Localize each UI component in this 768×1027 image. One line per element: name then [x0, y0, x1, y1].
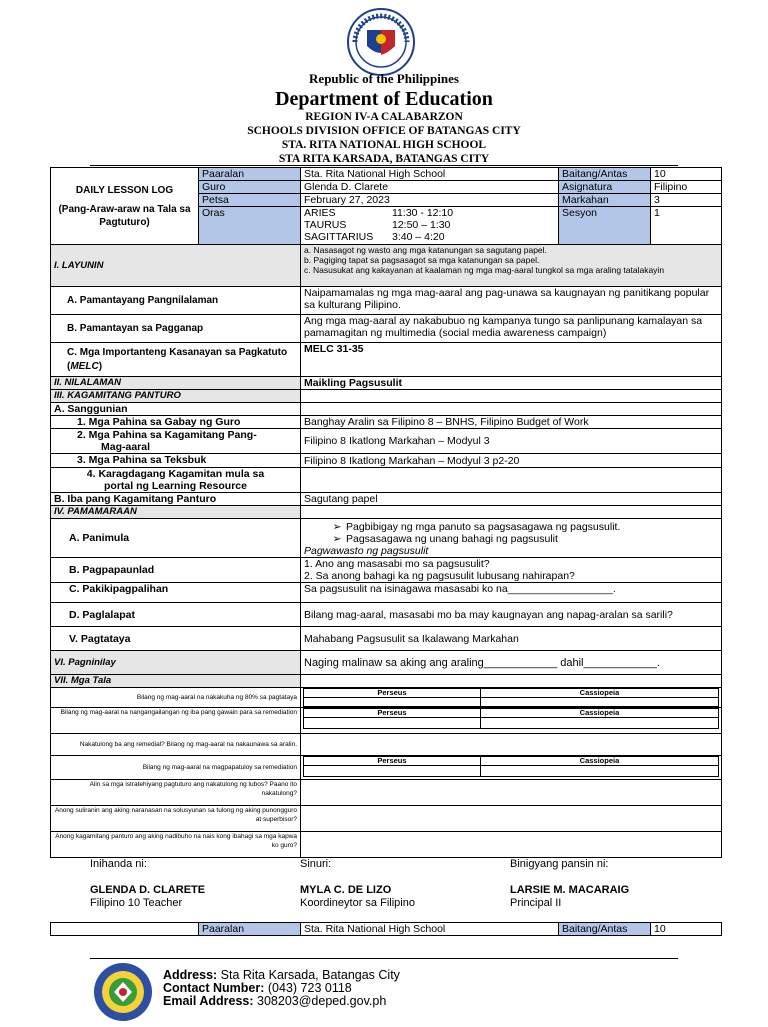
paglalapat-value: Bilang mag-aaral, masasabi mo ba may kaugnayan ang napag-aralan sa sarili?: [301, 603, 722, 627]
pamantayang-pangnilalaman-label: A. Pamantayang Pangnilalaman: [51, 287, 301, 315]
kasanayan-value: MELC 31-35: [301, 343, 722, 377]
layunin-heading: I. LAYUNIN: [51, 245, 301, 287]
value-baitang: 10: [651, 168, 722, 181]
section-cassiopeia: Cassiopeia: [480, 709, 718, 718]
mga-tala-label: VII. Mga Tala: [51, 675, 301, 688]
section-perseus: Perseus: [304, 689, 481, 698]
label-baitang: Baitang/Antas: [559, 168, 651, 181]
mga-tala-value: [301, 675, 722, 688]
checked-title: Koordineytor sa Filipino: [300, 897, 415, 909]
checked-label: Sinuri:: [300, 858, 332, 870]
label-paaralan: Paaralan: [199, 168, 301, 181]
footer-value-baitang: 10: [651, 923, 722, 936]
sanggunian-value: [301, 403, 722, 416]
pagninilay-label: VI. Pagninilay: [51, 651, 301, 675]
footer-email: Email Address: 308203@deped.gov.ph: [163, 994, 387, 1008]
checked-name: MYLA C. DE LIZO: [300, 884, 392, 896]
gabay-guro-value: Banghay Aralin sa Filipino 8 – BNHS, Filipino Budget of Work: [301, 416, 722, 429]
pagninilay-value: Naging malinaw sa aking ang araling____________ dahil____________.: [301, 651, 722, 675]
paglalapat-label: D. Paglalapat: [51, 603, 301, 627]
layunin-c: c. Nasusukat ang kakayanan at kaalaman ng mga mag-aaral tungkol sa mga araling tatalakayin: [304, 265, 665, 275]
pamantayang-pangnilalaman-value: Naipamamalas ng mga mag-aaral ang pag-unawa sa kaugnayan ng panitikang popular sa kulturang Pilipino.: [301, 287, 722, 315]
dll-title: DAILY LESSON LOG: [75, 184, 174, 196]
tala-istratehiya-label: Alin sa mga istratehiyang pagtuturo ang nakatulong ng lubos? Paano ito nakatulong?: [51, 780, 301, 806]
value-paaralan: Sta. Rita National High School: [301, 168, 559, 181]
label-petsa: Petsa: [199, 194, 301, 207]
pamamaraan-value: [301, 506, 722, 519]
kasanayan-label: C. Mga Importanteng Kasanayan sa Pagkatuto (MELC): [51, 343, 301, 377]
pamantayan-pagganap-value: Ang mga mag-aaral ay nakabubuo ng kampanya tungo sa panlipunang kamalayan sa pamamagitan ng multimedia (social media awareness campaign): [301, 315, 722, 343]
pagpapaunlad-value: 1. Ano ang masasabi mo sa pagsusulit? 2. Sa anong bahagi ka ng pagsusulit lubusang nahirapan?: [301, 558, 722, 583]
footer-label-baitang: Baitang/Antas: [559, 923, 651, 936]
tala-suliranin-value: [301, 806, 722, 832]
header-divider: [90, 165, 678, 166]
pamamaraan-label: IV. PAMAMARAAN: [51, 506, 301, 519]
learning-resource-value: [301, 468, 722, 493]
pagtataya-value: Mahabang Pagsusulit sa Ikalawang Markahan: [301, 627, 722, 651]
prepared-label: Inihanda ni:: [90, 858, 147, 870]
section-cassiopeia: Cassiopeia: [480, 689, 718, 698]
layunin-b: b. Pagiging tapat sa pagsasagot sa mga katanungan sa papel.: [304, 255, 540, 265]
value-oras: [301, 207, 559, 245]
pagpapaunlad-label: B. Pagpapaunlad: [51, 558, 301, 583]
tala-80-percent-label: Bilang ng mag-aaral na nakakuha ng 80% sa pagtataya: [51, 688, 301, 708]
teksbuk-label: 3. Mga Pahina sa Teksbuk: [51, 454, 301, 468]
noted-title: Principal II: [510, 897, 562, 909]
label-sesyon: Sesyon: [559, 207, 651, 245]
schedule-row: TAURUS 12:50 – 1:30: [304, 219, 451, 231]
teksbuk-value: Filipino 8 Ikatlong Markahan – Modyul 3 p2-20: [301, 454, 722, 468]
tala-istratehiya-value: [301, 780, 722, 806]
noted-label: Binigyang pansin ni:: [510, 858, 609, 870]
value-petsa: February 27, 2023: [301, 194, 559, 207]
value-sesyon: 1: [651, 207, 722, 245]
kagamitan-value: [301, 390, 722, 403]
deped-seal-icon: [347, 8, 415, 76]
schedule-row: ARIES 11:30 - 12:10: [304, 207, 454, 219]
kagamitan-label: III. KAGAMITANG PANTURO: [51, 390, 301, 403]
panimula-note: Pagwawasto ng pagsusulit: [304, 545, 429, 557]
tala-suliranin-label: Anong suliranin ang aking naranasan na solusyunan sa tulong ng aking punongguro at superbisor?: [51, 806, 301, 832]
schedule-row: SAGITTARIUS 3:40 – 4:20: [304, 231, 445, 243]
section-cassiopeia: Cassiopeia: [480, 757, 718, 766]
gabay-guro-label: 1. Mga Pahina sa Gabay ng Guro: [51, 416, 301, 429]
republic-line: Republic of the Philippines: [309, 71, 459, 86]
label-asignatura: Asignatura: [559, 181, 651, 194]
kagamitang-pang-mag-aaral-label: 2. Mga Pahina sa Kagamitang Pang- Mag-aaral: [51, 429, 301, 454]
pamantayan-pagganap-label: B. Pamantayan sa Pagganap: [51, 315, 301, 343]
address-line: STA RITA KARSADA, BATANGAS CITY: [278, 153, 490, 165]
tala-kagamitan-label: Anong kagamitang panturo ang aking nadibuho na nais kong ibahagi sa mga kapwa ko guro?: [51, 832, 301, 858]
nilalaman-label: II. NILALAMAN: [51, 377, 301, 390]
region-line: REGION IV-A CALABARZON: [305, 111, 463, 123]
tala-remediation-label: Bilang ng mag-aaral na nangangailangan ng iba pang gawain para sa remediation: [51, 708, 301, 734]
label-guro: Guro: [199, 181, 301, 194]
iba-kagamitan-label: B. Iba pang Kagamitang Panturo: [51, 493, 301, 506]
pagtataya-label: V. Pagtataya: [51, 627, 301, 651]
learning-resource-label: 4. Karagdagang Kagamitan mula sa portal ng Learning Resource: [51, 468, 301, 493]
prepared-title: Filipino 10 Teacher: [90, 897, 183, 909]
tala-magpapatuloy-value: [301, 756, 722, 780]
section-perseus: Perseus: [304, 757, 481, 766]
footer-address: Address: Sta Rita Karsada, Batangas City: [163, 968, 400, 982]
footer-empty-cell: [51, 923, 199, 936]
panimula-bullet: ➢ Pagsasagawa ng unang bahagi ng pagsusulit: [332, 533, 558, 545]
footer-school-row: [50, 922, 722, 936]
pakikipagpalihan-value: Sa pagsusulit na isinagawa masasabi ko na__________________.: [301, 583, 722, 603]
dll-subtitle: (Pang-Araw-araw na Tala sa Pagtuturo): [58, 203, 191, 228]
label-oras: Oras: [199, 207, 301, 245]
tala-remediation-value: [301, 708, 722, 734]
dll-title-cell: [51, 168, 199, 245]
footer-label-paaralan: Paaralan: [199, 923, 301, 936]
department-title: Department of Education: [275, 88, 493, 110]
tala-80-percent-value: [301, 688, 722, 708]
pakikipagpalihan-label: C. Pakikipagpalihan: [51, 583, 301, 603]
prepared-name: GLENDA D. CLARETE: [90, 884, 206, 896]
value-guro: Glenda D. Clarete: [301, 181, 559, 194]
school-logo-icon: [92, 962, 154, 1024]
noted-name: LARSIE M. MACARAIG: [510, 884, 630, 896]
division-line: SCHOOLS DIVISION OFFICE OF BATANGAS CITY: [247, 125, 521, 137]
tala-magpapatuloy-label: Bilang ng mag-aaral na magpapatuloy sa remediation: [51, 756, 301, 780]
tala-remedial-label: Nakatulong ba ang remedial? Bilang ng mag-aaral na nakaunawa sa aralin.: [51, 734, 301, 756]
footer-value-paaralan: Sta. Rita National High School: [301, 923, 559, 936]
iba-kagamitan-value: Sagutang papel: [301, 493, 722, 506]
kagamitang-pang-mag-aaral-value: Filipino 8 Ikatlong Markahan – Modyul 3: [301, 429, 722, 454]
label-markahan: Markahan: [559, 194, 651, 207]
tala-remedial-value: [301, 734, 722, 756]
school-line: STA. RITA NATIONAL HIGH SCHOOL: [281, 139, 487, 151]
value-markahan: 3: [651, 194, 722, 207]
panimula-value: [301, 519, 722, 558]
layunin-content: [301, 245, 722, 287]
footer-divider: [90, 958, 678, 959]
tala-kagamitan-value: [301, 832, 722, 858]
panimula-label: A. Panimula: [51, 519, 301, 558]
footer-contact: Contact Number: (043) 723 0118: [163, 981, 352, 995]
sanggunian-label: A. Sanggunian: [51, 403, 301, 416]
layunin-a: a. Nasasagot ng wasto ang mga katanungan sa sagutang papel.: [304, 245, 547, 255]
section-perseus: Perseus: [304, 709, 481, 718]
dll-table: [50, 167, 722, 858]
value-asignatura: Filipino: [651, 181, 722, 194]
panimula-bullet: ➢ Pagbibigay ng mga panuto sa pagsasagawa ng pagsusulit.: [332, 521, 621, 533]
nilalaman-value: Maikling Pagsusulit: [301, 377, 722, 390]
